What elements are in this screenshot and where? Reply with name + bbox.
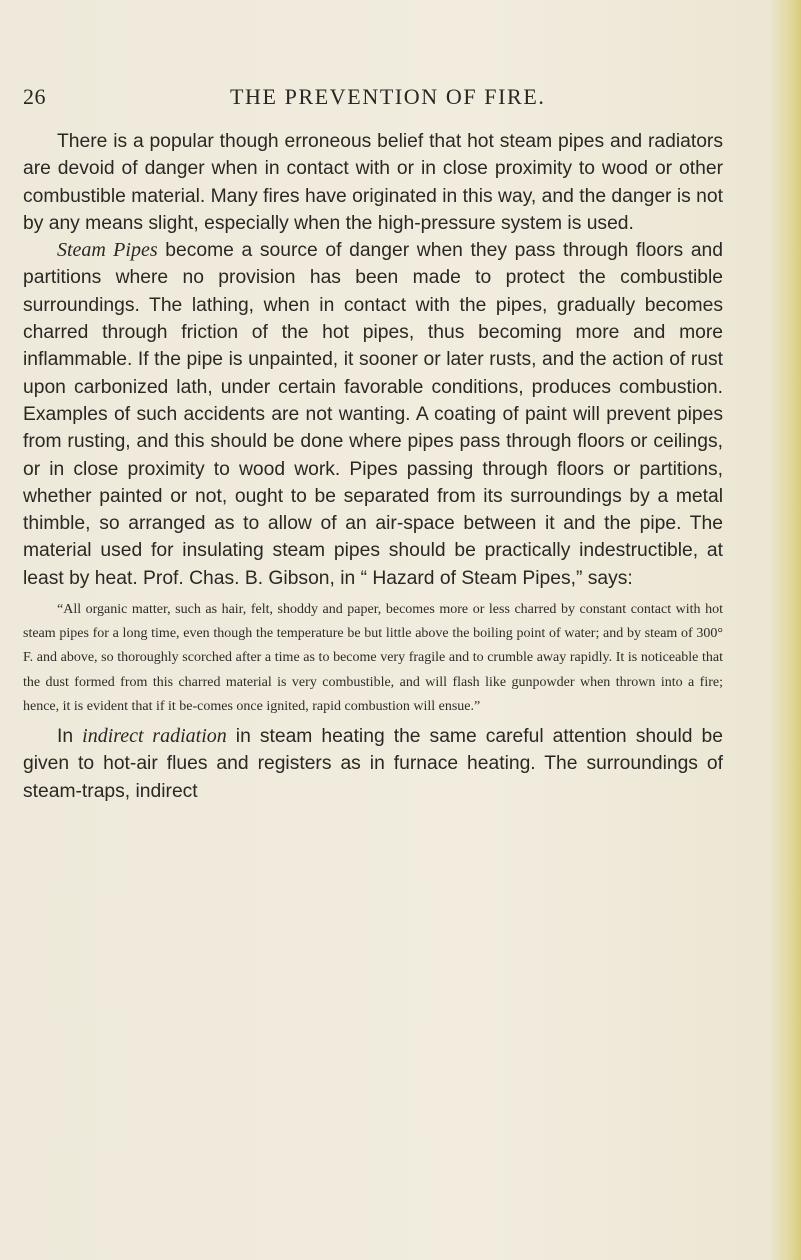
paragraph-indirect-radiation [23, 723, 723, 805]
paragraph-indirect-radiation-lead: In [57, 726, 83, 748]
italic-heading-steam-pipes: Steam Pipes [57, 239, 158, 262]
block-quote-gibson: “All organic matter, such as hair, felt, shoddy and paper, becomes more or less charred by constant contact with hot steam pipes for a long time, even though the temperature be but little above the boiling point of water; and by steam of 300° F. and above, so thoroughly scorched after a time as to become very fragile and to crumble away rapidly. It is noticeable that the dust formed from this charred material is very combustible, and will flash like gunpowder when thrown into a fire; hence, it is evident that if it be-comes once ignited, rapid combustion will ensue.” [23, 602, 723, 714]
paragraph-steam-pipes-danger-text: become a source of danger when they pass through floors and partitions where no provision has been made to protect the combustible surroundings. The lathing, when in contact with the pipes, gradually becomes charred through friction of the hot pipes, thus becoming more and more inflammable. If the pipe is unpainted, it sooner or later rusts, and the action of rust upon carbonized lath, under certain favorable conditions, produces combustion. Examples of such accidents are not wanting. A coating of paint will prevent pipes from rusting, and this should be done where pipes pass through floors or ceilings, or in close proximity to wood work. Pipes passing through floors or partitions, whether painted or not, ought to be separated from its surroundings by a metal thimble, so arranged as to allow of an air-space between it and the pipe. The material used for insulating steam pipes should be practically indestructible, at least by heat. Prof. Chas. B. Gibson, in “ Hazard of Steam Pipes,” says: [23, 240, 724, 589]
running-title: THE PREVENTION OF FIRE. [230, 84, 546, 109]
paragraph-indirect-radiation-text: in steam heating the same careful attention should be given to hot-air flues and registers as in furnace heating. The surroundings of steam-traps, indirect [23, 726, 724, 802]
page-number: 26 [23, 84, 46, 109]
paragraph-steam-pipes-belief: There is a popular though erroneous belief that hot steam pipes and radiators are devoid of danger when in contact with or in close proximity to wood or other combustible material. Many fires have originated in this way, and the danger is not by any means slight, especially when the high-pressure system is used. [23, 131, 723, 234]
page-header [0, 84, 801, 116]
body-text [23, 128, 723, 805]
paragraph-steam-pipes-danger [23, 237, 723, 592]
italic-term-indirect-radiation: indirect radiation [82, 725, 227, 748]
